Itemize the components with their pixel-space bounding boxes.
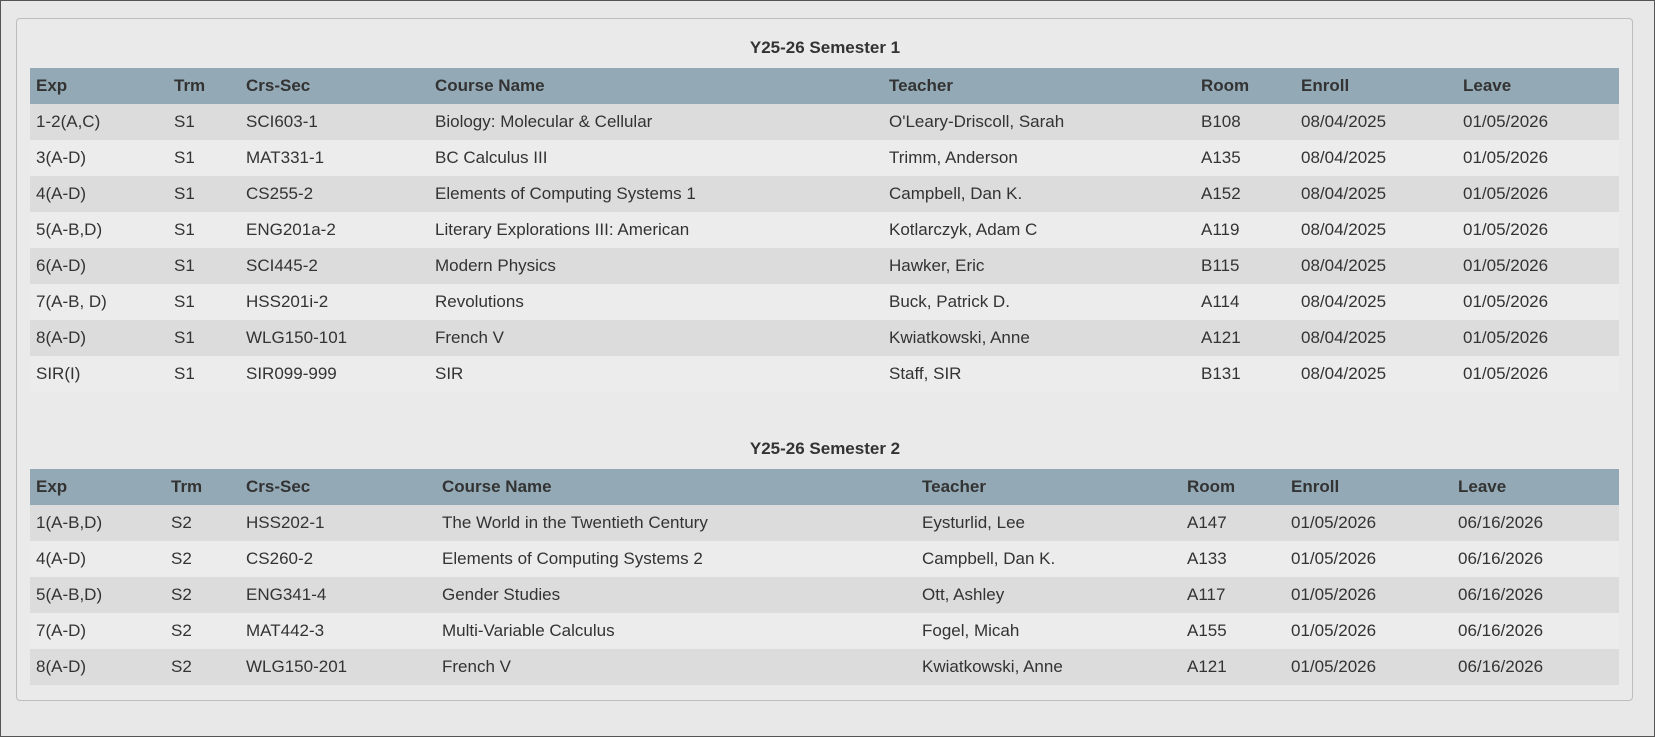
room-cell: A121: [1181, 649, 1285, 685]
semester-2-title: Y25-26 Semester 2: [749, 439, 901, 458]
term-cell: S2: [165, 577, 240, 613]
room-cell: B108: [1195, 104, 1295, 140]
teacher-cell: Hawker, Eric: [883, 248, 1195, 284]
teacher-cell: O'Leary-Driscoll, Sarah: [883, 104, 1195, 140]
term-cell: S1: [168, 140, 240, 176]
enroll-date-cell: 01/05/2026: [1285, 541, 1452, 577]
teacher-cell: Kwiatkowski, Anne: [883, 320, 1195, 356]
course-name-cell: SIR: [429, 356, 883, 392]
term-cell: S1: [168, 284, 240, 320]
room-cell: B131: [1195, 356, 1295, 392]
room-cell: A114: [1195, 284, 1295, 320]
col-header-teacher[interactable]: Teacher: [916, 469, 1181, 505]
semester-1-table: [30, 68, 1619, 392]
term-cell: S1: [168, 104, 240, 140]
exp-cell: 7(A-D): [30, 613, 165, 649]
course-section-cell: MAT442-3: [240, 613, 436, 649]
col-header-room[interactable]: Room: [1181, 469, 1285, 505]
term-cell: S1: [168, 212, 240, 248]
course-name-cell: Revolutions: [429, 284, 883, 320]
col-header-trm[interactable]: Trm: [165, 469, 240, 505]
course-name-cell: Gender Studies: [436, 577, 916, 613]
course-name-cell: French V: [429, 320, 883, 356]
exp-cell: 5(A-B,D): [30, 577, 165, 613]
course-section-cell: HSS202-1: [240, 505, 436, 541]
exp-cell: 8(A-D): [30, 649, 165, 685]
teacher-cell: Fogel, Micah: [916, 613, 1181, 649]
table-row[interactable]: [30, 140, 1619, 176]
term-cell: S2: [165, 613, 240, 649]
table-row[interactable]: [30, 613, 1619, 649]
course-name-cell: Modern Physics: [429, 248, 883, 284]
col-header-teacher[interactable]: Teacher: [883, 68, 1195, 104]
leave-date-cell: 01/05/2026: [1457, 212, 1619, 248]
teacher-cell: Campbell, Dan K.: [916, 541, 1181, 577]
course-section-cell: SCI603-1: [240, 104, 429, 140]
room-cell: A152: [1195, 176, 1295, 212]
term-cell: S1: [168, 176, 240, 212]
course-section-cell: HSS201i-2: [240, 284, 429, 320]
leave-date-cell: 01/05/2026: [1457, 176, 1619, 212]
semester-2-rows: [30, 505, 1619, 685]
teacher-cell: Kwiatkowski, Anne: [916, 649, 1181, 685]
col-header-crs-sec[interactable]: Crs-Sec: [240, 68, 429, 104]
table-row[interactable]: [30, 248, 1619, 284]
table-row[interactable]: [30, 212, 1619, 248]
leave-date-cell: 06/16/2026: [1452, 613, 1619, 649]
course-name-cell: Elements of Computing Systems 2: [436, 541, 916, 577]
term-cell: S1: [168, 356, 240, 392]
leave-date-cell: 01/05/2026: [1457, 140, 1619, 176]
enroll-date-cell: 08/04/2025: [1295, 284, 1457, 320]
enroll-date-cell: 08/04/2025: [1295, 104, 1457, 140]
enroll-date-cell: 01/05/2026: [1285, 613, 1452, 649]
teacher-cell: Ott, Ashley: [916, 577, 1181, 613]
col-header-course-name[interactable]: Course Name: [436, 469, 916, 505]
enroll-date-cell: 08/04/2025: [1295, 140, 1457, 176]
course-name-cell: The World in the Twentieth Century: [436, 505, 916, 541]
enroll-date-cell: 01/05/2026: [1285, 505, 1452, 541]
course-section-cell: SCI445-2: [240, 248, 429, 284]
col-header-leave[interactable]: Leave: [1457, 68, 1619, 104]
leave-date-cell: 06/16/2026: [1452, 577, 1619, 613]
semester-1-title: Y25-26 Semester 1: [749, 38, 901, 57]
enroll-date-cell: 08/04/2025: [1295, 176, 1457, 212]
semester-2-table: [30, 469, 1619, 685]
enroll-date-cell: 01/05/2026: [1285, 649, 1452, 685]
table-row[interactable]: [30, 320, 1619, 356]
col-header-room[interactable]: Room: [1195, 68, 1295, 104]
col-header-exp[interactable]: Exp: [30, 469, 165, 505]
enroll-date-cell: 08/04/2025: [1295, 356, 1457, 392]
term-cell: S2: [165, 541, 240, 577]
enroll-date-cell: 08/04/2025: [1295, 248, 1457, 284]
course-section-cell: CS260-2: [240, 541, 436, 577]
exp-cell: 1(A-B,D): [30, 505, 165, 541]
course-section-cell: SIR099-999: [240, 356, 429, 392]
room-cell: A135: [1195, 140, 1295, 176]
exp-cell: 8(A-D): [30, 320, 168, 356]
table-header-row: [30, 68, 1619, 104]
table-row[interactable]: [30, 541, 1619, 577]
teacher-cell: Kotlarczyk, Adam C: [883, 212, 1195, 248]
exp-cell: 6(A-D): [30, 248, 168, 284]
teacher-cell: Campbell, Dan K.: [883, 176, 1195, 212]
table-row[interactable]: [30, 104, 1619, 140]
course-name-cell: Literary Explorations III: American: [429, 212, 883, 248]
course-name-cell: Multi-Variable Calculus: [436, 613, 916, 649]
course-name-cell: Biology: Molecular & Cellular: [429, 104, 883, 140]
exp-cell: SIR(I): [30, 356, 168, 392]
col-header-course-name[interactable]: Course Name: [429, 68, 883, 104]
leave-date-cell: 01/05/2026: [1457, 284, 1619, 320]
enroll-date-cell: 08/04/2025: [1295, 320, 1457, 356]
col-header-exp[interactable]: Exp: [30, 68, 168, 104]
room-cell: A147: [1181, 505, 1285, 541]
leave-date-cell: 01/05/2026: [1457, 248, 1619, 284]
course-section-cell: WLG150-201: [240, 649, 436, 685]
room-cell: A117: [1181, 577, 1285, 613]
term-cell: S1: [168, 320, 240, 356]
col-header-enroll[interactable]: Enroll: [1285, 469, 1452, 505]
room-cell: A121: [1195, 320, 1295, 356]
col-header-enroll[interactable]: Enroll: [1295, 68, 1457, 104]
term-cell: S2: [165, 505, 240, 541]
teacher-cell: Buck, Patrick D.: [883, 284, 1195, 320]
course-section-cell: CS255-2: [240, 176, 429, 212]
course-name-cell: French V: [436, 649, 916, 685]
col-header-crs-sec[interactable]: Crs-Sec: [240, 469, 436, 505]
room-cell: B115: [1195, 248, 1295, 284]
table-row[interactable]: [30, 284, 1619, 320]
semester-1-rows: [30, 104, 1619, 392]
room-cell: A155: [1181, 613, 1285, 649]
col-header-trm[interactable]: Trm: [168, 68, 240, 104]
exp-cell: 4(A-D): [30, 541, 165, 577]
leave-date-cell: 06/16/2026: [1452, 649, 1619, 685]
course-name-cell: Elements of Computing Systems 1: [429, 176, 883, 212]
table-header-row: [30, 469, 1619, 505]
term-cell: S2: [165, 649, 240, 685]
course-section-cell: ENG201a-2: [240, 212, 429, 248]
leave-date-cell: 01/05/2026: [1457, 356, 1619, 392]
room-cell: A133: [1181, 541, 1285, 577]
leave-date-cell: 06/16/2026: [1452, 541, 1619, 577]
table-row[interactable]: [30, 356, 1619, 392]
term-cell: S1: [168, 248, 240, 284]
table-row[interactable]: [30, 505, 1619, 541]
enroll-date-cell: 01/05/2026: [1285, 577, 1452, 613]
teacher-cell: Eysturlid, Lee: [916, 505, 1181, 541]
col-header-leave[interactable]: Leave: [1452, 469, 1619, 505]
exp-cell: 3(A-D): [30, 140, 168, 176]
exp-cell: 1-2(A,C): [30, 104, 168, 140]
course-section-cell: ENG341-4: [240, 577, 436, 613]
teacher-cell: Trimm, Anderson: [883, 140, 1195, 176]
enroll-date-cell: 08/04/2025: [1295, 212, 1457, 248]
exp-cell: 5(A-B,D): [30, 212, 168, 248]
table-row[interactable]: [30, 577, 1619, 613]
exp-cell: 4(A-D): [30, 176, 168, 212]
course-section-cell: WLG150-101: [240, 320, 429, 356]
leave-date-cell: 06/16/2026: [1452, 505, 1619, 541]
leave-date-cell: 01/05/2026: [1457, 104, 1619, 140]
table-row[interactable]: [30, 649, 1619, 685]
table-row[interactable]: [30, 176, 1619, 212]
exp-cell: 7(A-B, D): [30, 284, 168, 320]
room-cell: A119: [1195, 212, 1295, 248]
course-name-cell: BC Calculus III: [429, 140, 883, 176]
leave-date-cell: 01/05/2026: [1457, 320, 1619, 356]
course-section-cell: MAT331-1: [240, 140, 429, 176]
teacher-cell: Staff, SIR: [883, 356, 1195, 392]
